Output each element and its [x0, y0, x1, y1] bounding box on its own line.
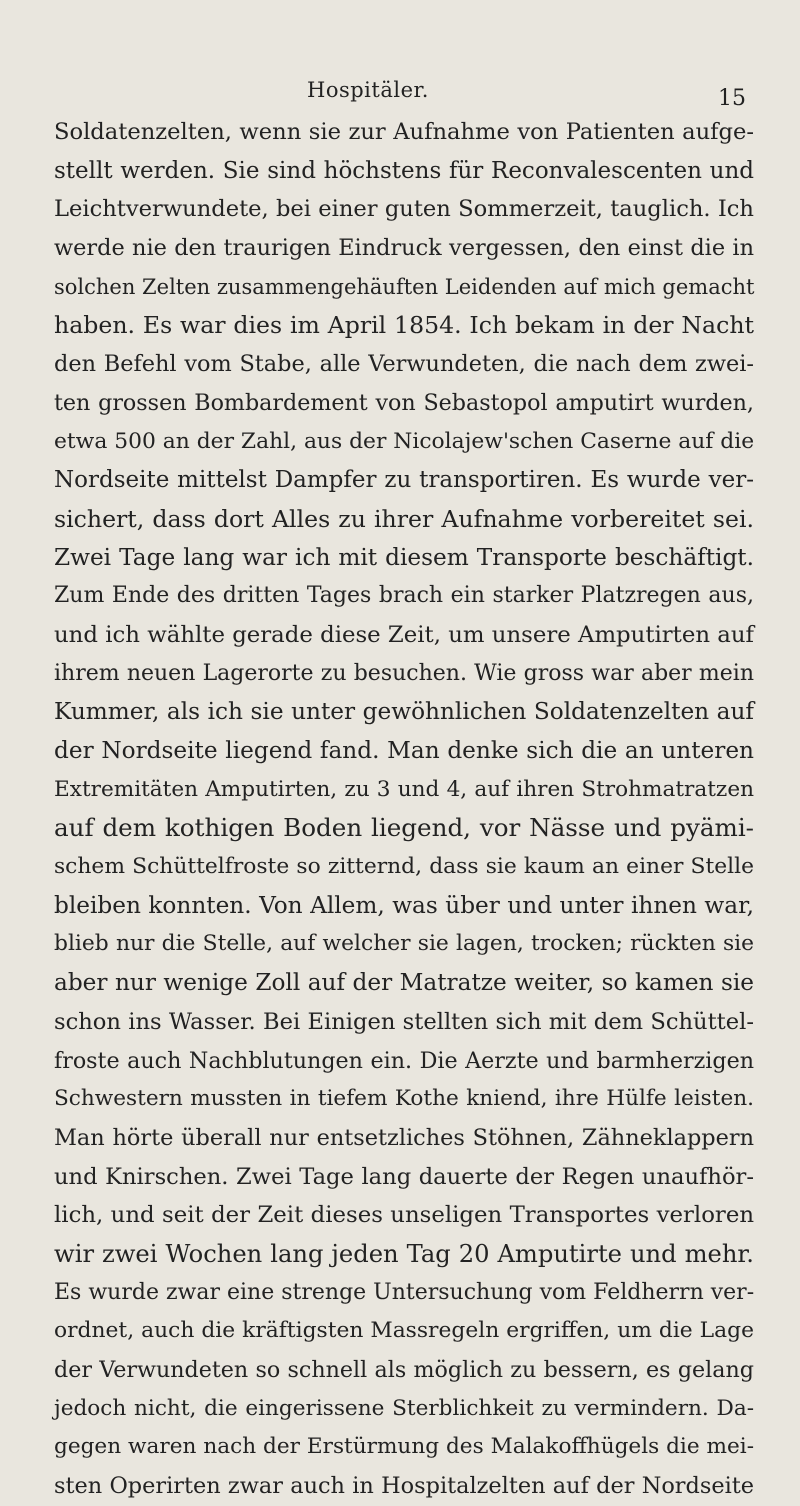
- text-line: Zum Ende des dritten Tages brach ein starker Platzregen aus,: [54, 583, 754, 609]
- text-line: ordnet, auch die kräftigsten Massregeln ergriffen, um die Lage: [54, 1318, 754, 1344]
- text-line: sten Operirten zwar auch in Hospitalzelten auf der Nordseite: [54, 1473, 754, 1500]
- text-line: den Befehl vom Stabe, alle Verwundeten, die nach dem zwei-: [54, 351, 754, 378]
- text-line: jedoch nicht, die eingerissene Sterblichkeit zu vermindern. Da-: [54, 1395, 754, 1421]
- text-line: Leichtverwundete, bei einer guten Sommerzeit, tauglich. Ich: [54, 196, 754, 223]
- text-line: Zwei Tage lang war ich mit diesem Transporte beschäftigt.: [54, 543, 754, 571]
- text-line: der Verwundeten so schnell als möglich zu bessern, es gelang: [54, 1357, 754, 1383]
- body-text: [54, 113, 754, 1506]
- text-line: Kummer, als ich sie unter gewöhnlichen Soldatenzelten auf: [54, 698, 754, 726]
- text-line: Schwestern mussten in tiefem Kothe kniend, ihre Hülfe leisten.: [54, 1086, 754, 1112]
- text-line: blieb nur die Stelle, auf welcher sie lagen, trocken; rückten sie: [54, 931, 754, 957]
- page-number: 15: [718, 86, 746, 111]
- text-line: Nordseite mittelst Dampfer zu transportiren. Es wurde ver-: [54, 467, 754, 494]
- text-line: Es wurde zwar eine strenge Untersuchung vom Feldherrn ver-: [54, 1279, 755, 1305]
- text-line: ihrem neuen Lagerorte zu besuchen. Wie gross war aber mein: [54, 660, 754, 686]
- text-line: wir zwei Wochen lang jeden Tag 20 Amputirte und mehr.: [54, 1239, 754, 1268]
- text-line: schon ins Wasser. Bei Einigen stellten sich mit dem Schüttel-: [54, 1008, 754, 1035]
- text-line: ten grossen Bombardement von Sebastopol amputirt wurden,: [54, 389, 754, 416]
- text-line: Extremitäten Amputirten, zu 3 und 4, auf ihren Strohmatratzen: [54, 776, 754, 802]
- text-line: solchen Zelten zusammengehäuften Leidenden auf mich gemacht: [54, 274, 755, 299]
- text-line: aber nur wenige Zoll auf der Matratze weiter, so kamen sie: [54, 969, 754, 997]
- text-line: und Knirschen. Zwei Tage lang dauerte der Regen unaufhör-: [54, 1163, 754, 1190]
- text-line: gegen waren nach der Erstürmung des Malakoffhügels die mei-: [54, 1434, 754, 1460]
- text-line: etwa 500 an der Zahl, aus der Nicolajew'schen Caserne auf die: [54, 428, 755, 454]
- text-line: haben. Es war dies im April 1854. Ich bekam in der Nacht: [54, 311, 754, 340]
- text-line: schem Schüttelfroste so zitternd, dass sie kaum an einer Stelle: [54, 854, 754, 880]
- page-header: [0, 78, 800, 111]
- running-title: Hospitäler.: [307, 78, 429, 102]
- text-line: der Nordseite liegend fand. Man denke sich die an unteren: [54, 737, 754, 764]
- text-line: stellt werden. Sie sind höchstens für Reconvalescenten und: [54, 157, 754, 184]
- text-line: lich, und seit der Zeit dieses unseligen Transportes verloren: [54, 1202, 754, 1229]
- text-line: Soldatenzelten, wenn sie zur Aufnahme von Patienten aufge-: [54, 119, 754, 145]
- text-line: und ich wählte gerade diese Zeit, um unsere Amputirten auf: [54, 621, 754, 648]
- text-line: sichert, dass dort Alles zu ihrer Aufnahme vorbereitet sei.: [54, 504, 754, 533]
- text-line: bleiben konnten. Von Allem, was über und unter ihnen war,: [54, 891, 754, 919]
- text-line: Man hörte überall nur entsetzliches Stöhnen, Zähneklappern: [54, 1124, 754, 1151]
- text-line: auf dem kothigen Boden liegend, vor Nässe und pyämi-: [54, 813, 754, 843]
- text-line: froste auch Nachblutungen ein. Die Aerzte und barmherzigen: [54, 1047, 754, 1074]
- text-line: werde nie den traurigen Eindruck vergessen, den einst die in: [54, 235, 754, 262]
